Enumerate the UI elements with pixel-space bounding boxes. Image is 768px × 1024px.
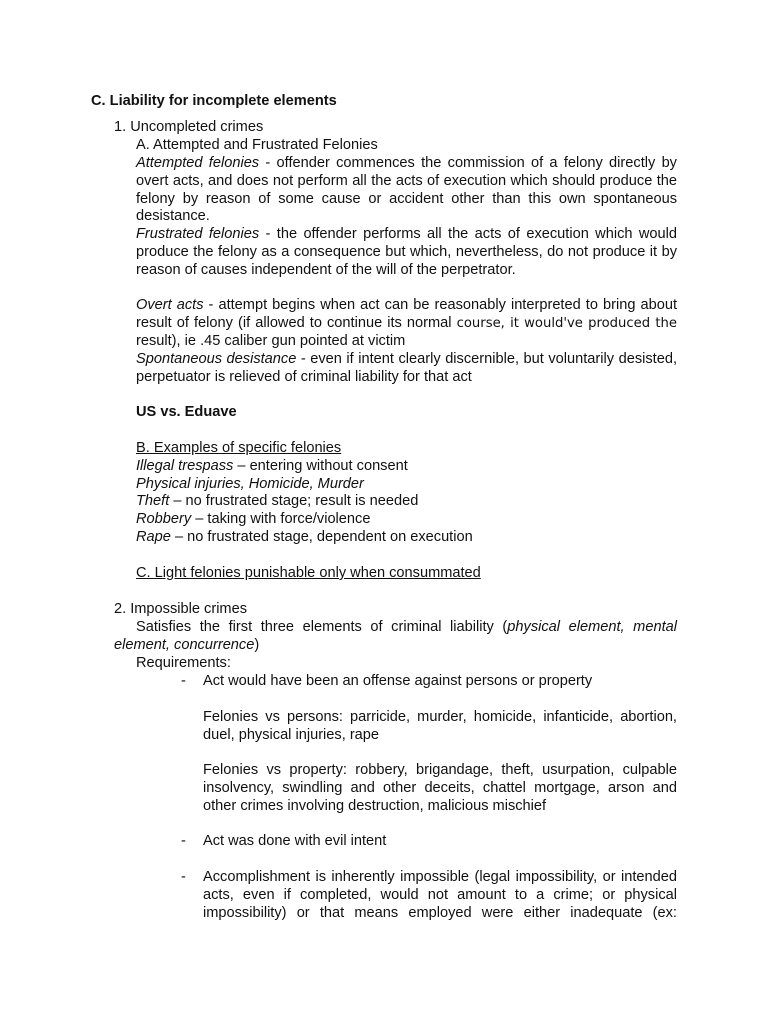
frustrated-felonies-paragraph bbox=[136, 226, 677, 279]
example-rape bbox=[136, 529, 473, 547]
requirement-1-text: Act would have been an offense against persons or property bbox=[203, 673, 593, 689]
example-theft-term: Theft bbox=[136, 493, 170, 509]
example-robbery bbox=[136, 511, 370, 529]
requirement-1-dash: - bbox=[181, 673, 186, 689]
case-citation: US vs. Eduave bbox=[136, 404, 237, 420]
example-injuries-homicide-murder: Physical injuries, Homicide, Murder bbox=[136, 476, 364, 492]
item-1-title: 1. Uncompleted crimes bbox=[114, 119, 264, 135]
overt-acts-definition-c: result), ie .45 caliber gun pointed at victim bbox=[136, 332, 406, 349]
example-rape-text: – no frustrated stage, dependent on execution bbox=[170, 529, 473, 545]
spontaneous-desistance-term: Spontaneous desistance bbox=[136, 351, 297, 367]
attempted-felonies-term: Attempted felonies bbox=[136, 155, 260, 171]
overt-acts-term: Overt acts bbox=[136, 297, 204, 313]
attempted-felonies-definition: - offender commences the commission of a felony directly by overt acts, and does not perform all the acts of execution which should produce the felony by reason of some cause or accident other than this own spontaneous desistance. bbox=[136, 155, 677, 225]
requirement-2-text: Act was done with evil intent bbox=[203, 833, 387, 849]
section-heading: C. Liability for incomplete elements bbox=[91, 93, 337, 109]
example-rape-term: Rape bbox=[136, 529, 171, 545]
satisfies-elements-term: physical element, mental element, concurrence bbox=[114, 619, 677, 653]
example-theft-text: – no frustrated stage; result is needed bbox=[169, 493, 419, 509]
example-illegal-trespass bbox=[136, 458, 408, 476]
requirements-label: Requirements: bbox=[136, 655, 231, 671]
requirement-3-text: Accomplishment is inherently impossible (legal impossibility, or intended acts, even if completed, would not amount to a crime; or physical impossibility) or that means employed were either inadequate (ex: bbox=[203, 869, 677, 921]
subsection-a-title: A. Attempted and Frustrated Felonies bbox=[136, 137, 378, 153]
impossible-crimes-paragraph bbox=[114, 619, 677, 655]
subsection-c-title: C. Light felonies punishable only when consummated bbox=[136, 565, 481, 581]
felonies-vs-property-paragraph: Felonies vs property: robbery, brigandage, theft, usurpation, culpable insolvency, swindling and other deceits, chattel mortgage, arson and other crimes involving destruction, malicious mischief bbox=[203, 762, 677, 814]
item-2-title: 2. Impossible crimes bbox=[114, 601, 248, 617]
satisfies-text-b: ) bbox=[254, 636, 260, 653]
spontaneous-desistance-paragraph bbox=[136, 351, 677, 387]
example-robbery-term: Robbery bbox=[136, 511, 192, 527]
satisfies-text-a: Satisfies the first three elements of criminal liability ( bbox=[136, 619, 508, 635]
example-robbery-text: – taking with force/violence bbox=[191, 511, 371, 527]
requirement-2-dash: - bbox=[181, 833, 186, 849]
felonies-vs-persons-paragraph: Felonies vs persons: parricide, murder, homicide, infanticide, abortion, duel, physical injuries, rape bbox=[203, 709, 677, 743]
example-illegal-trespass-text: – entering without consent bbox=[233, 458, 408, 474]
example-illegal-trespass-term: Illegal trespass bbox=[136, 458, 234, 474]
spontaneous-desistance-definition: - even if intent clearly discernible, but voluntarily desisted, perpetuator is relieved of criminal liability for that act bbox=[136, 351, 677, 385]
example-theft bbox=[136, 493, 418, 511]
overt-acts-definition-b: course, it would've produced the bbox=[456, 315, 677, 331]
attempted-felonies-paragraph bbox=[136, 155, 677, 226]
overt-acts-definition-a: - attempt begins when act can be reasonably interpreted to bring about result of felony (if allowed to continue its normal bbox=[136, 297, 677, 331]
frustrated-felonies-definition: - the offender performs all the acts of execution which would produce the felony as a consequence but which, nevertheless, do not produce it by reason of causes independent of the will of the perpetrator. bbox=[136, 226, 677, 278]
requirement-3-dash: - bbox=[181, 869, 186, 885]
overt-acts-paragraph bbox=[136, 297, 677, 350]
subsection-b-title: B. Examples of specific felonies bbox=[136, 440, 342, 456]
frustrated-felonies-term: Frustrated felonies bbox=[136, 226, 260, 242]
